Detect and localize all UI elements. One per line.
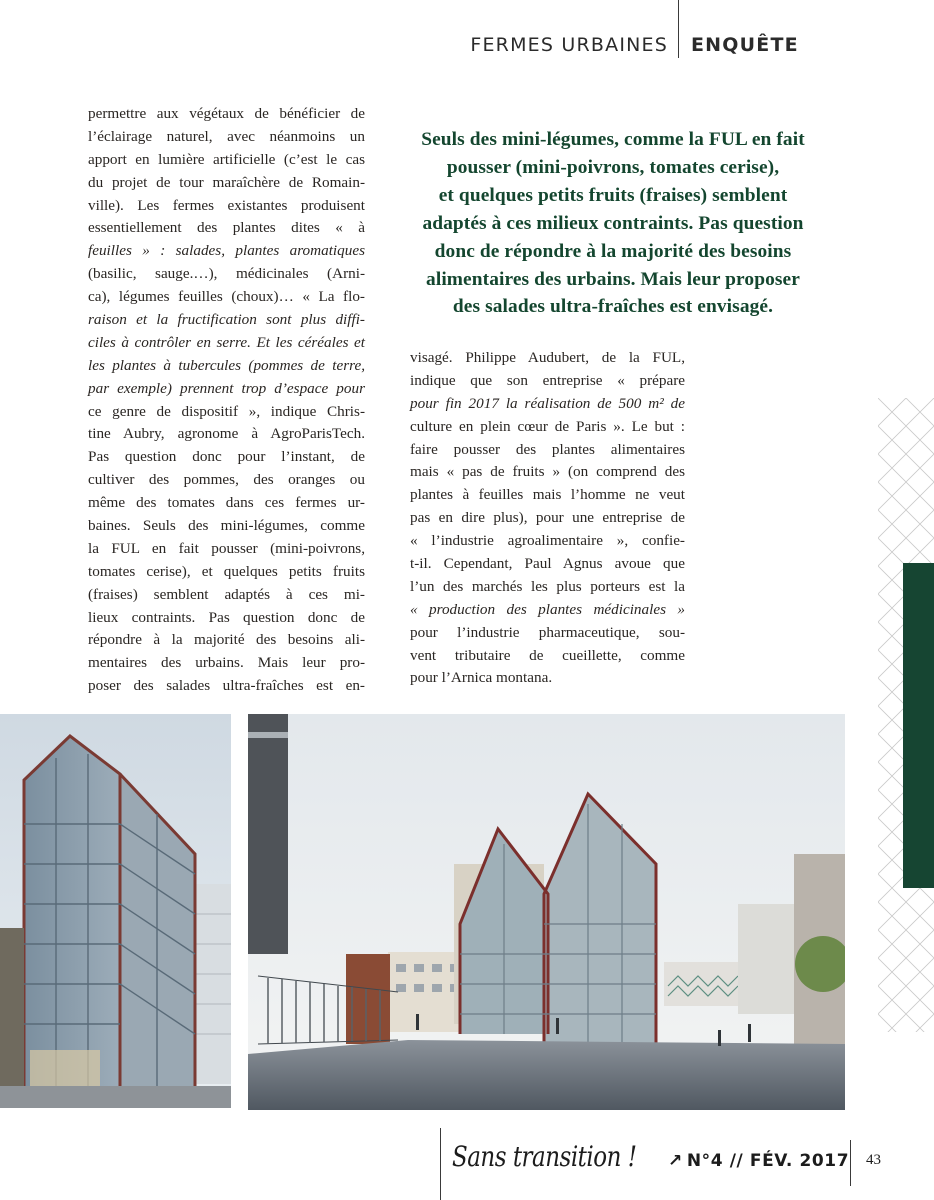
text-line: pour l’industrie pharmaceutique, sou- bbox=[410, 623, 685, 641]
text-line: la FUL en fait pousser (mini-poivrons, bbox=[88, 539, 365, 557]
article-column-2 bbox=[410, 347, 685, 690]
text-line: mais « pas de fruits » (on comprend des bbox=[410, 463, 685, 481]
text-line: ce genre de dispositif », indique Chris- bbox=[88, 402, 365, 420]
text-line: pas en dire plus), pour une entreprise de bbox=[410, 509, 685, 527]
text-line: apport en lumière artificielle (c’est le cas bbox=[88, 150, 365, 168]
text-line: permettre aux végétaux de bénéficier de bbox=[88, 105, 365, 122]
footer-divider-right bbox=[850, 1140, 851, 1186]
text-line: Pas question donc pour l’instant, de bbox=[88, 448, 365, 466]
pull-quote bbox=[412, 126, 814, 321]
text-line: essentiellement des plantes dites « à bbox=[88, 219, 365, 237]
text-line: t-il. Cependant, Paul Agnus avoue que bbox=[410, 555, 685, 573]
text-line: faire pousser des plantes alimentaires bbox=[410, 440, 685, 458]
text-line: tine Aubry, agronome à AgroParisTech. bbox=[88, 425, 365, 443]
text-line: par exemple) prennent trop d’espace pour bbox=[88, 379, 365, 397]
footer-divider-left bbox=[440, 1128, 441, 1200]
text-line: même des tomates dans ces fermes ur- bbox=[88, 494, 365, 512]
text-line: vent tributaire de cueillette, comme bbox=[410, 646, 685, 664]
text-line: les plantes à tubercules (pommes de terre, bbox=[88, 356, 365, 374]
text-line: (fraises) semblent adaptés à ces mi- bbox=[88, 585, 365, 603]
text-line: ville). Les fermes existantes produisent bbox=[88, 196, 365, 214]
text-line: pour fin 2017 la réalisation de 500 m² de bbox=[410, 394, 685, 412]
text-line: lieux contraints. Pas question donc de bbox=[88, 608, 365, 626]
text-line: visagé. Philippe Audubert, de la FUL, bbox=[410, 349, 685, 366]
page-number: 43 bbox=[866, 1152, 881, 1168]
issue-info bbox=[668, 1151, 849, 1171]
arrow-up-right-icon: ↗ bbox=[668, 1151, 683, 1171]
pull-quote-line: donc de répondre à la majorité des besoins bbox=[434, 240, 792, 262]
text-line: raison et la fructification sont plus diffi- bbox=[88, 311, 365, 329]
magazine-logo: Sans transition ! bbox=[452, 1140, 637, 1173]
pull-quote-line: et quelques petits fruits (fraises) semblent bbox=[438, 184, 788, 206]
article-column-1 bbox=[88, 103, 365, 698]
header-divider bbox=[678, 0, 679, 58]
text-line: l’un des marchés les plus porteurs est la bbox=[410, 577, 685, 595]
text-line: pour l’Arnica montana. bbox=[410, 669, 553, 687]
text-line: mentaires des urbains. Mais leur pro- bbox=[88, 654, 365, 672]
text-line: cultiver des pommes, des oranges ou bbox=[88, 471, 365, 489]
text-line: plantes à feuilles mais l’homme ne veut bbox=[410, 486, 685, 504]
pull-quote-line: adaptés à ces milieux contraints. Pas question bbox=[422, 212, 804, 234]
text-line: (basilic, sauge.…), médicinales (Arni- bbox=[88, 265, 365, 283]
header-rubric: ENQUÊTE bbox=[691, 34, 799, 56]
pull-quote-line: alimentaires des urbains. Mais leur proposer bbox=[426, 268, 800, 290]
text-line: ciles à contrôler en serre. Et les céréales et bbox=[88, 333, 365, 351]
accent-bar bbox=[903, 563, 934, 888]
text-line: ca), légumes feuilles (choux)… « La flo- bbox=[88, 288, 365, 306]
text-line: l’éclairage naturel, avec néanmoins un bbox=[88, 127, 365, 145]
issue-label: N°4 // FÉV. 2017 bbox=[686, 1151, 850, 1171]
text-line: indique que son entreprise « prépare bbox=[410, 371, 685, 389]
header-section: FERMES URBAINES bbox=[470, 34, 668, 56]
pull-quote-line: pousser (mini-poivrons, tomates cerise), bbox=[446, 156, 780, 178]
text-line: répondre à la majorité des besoins ali- bbox=[88, 631, 365, 649]
pull-quote-line: des salades ultra-fraîches est envisagé. bbox=[452, 296, 774, 318]
text-line: poser des salades ultra-fraîches est en- bbox=[88, 677, 365, 695]
text-line: feuilles » : salades, plantes aromatiques bbox=[88, 242, 365, 260]
text-line: culture en plein cœur de Paris ». Le but : bbox=[410, 417, 685, 435]
tower-rendering-image bbox=[0, 714, 231, 1108]
street-rendering-image bbox=[248, 714, 845, 1110]
text-line: tomates cerise), et quelques petits fruits bbox=[88, 562, 365, 580]
text-line: du projet de tour maraîchère de Romain- bbox=[88, 173, 365, 191]
text-line: « l’industrie agroalimentaire », confie- bbox=[410, 532, 685, 550]
pull-quote-line: Seuls des mini-légumes, comme la FUL en fait bbox=[421, 129, 805, 150]
text-line: « production des plantes médicinales » bbox=[410, 600, 685, 618]
text-line: baines. Seuls des mini-légumes, comme bbox=[88, 517, 365, 535]
